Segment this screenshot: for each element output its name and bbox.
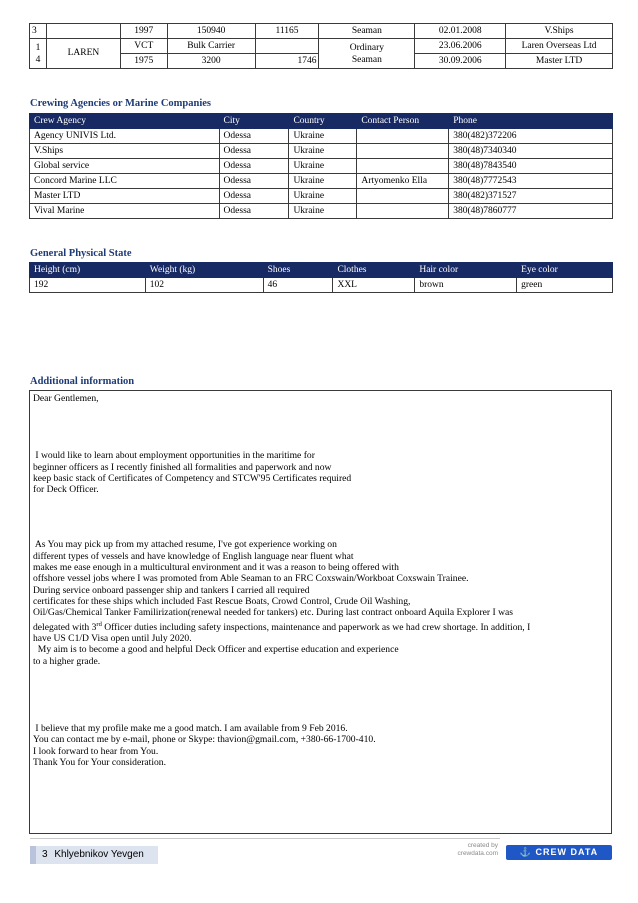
table-cell: 1746 (255, 54, 319, 69)
sea-service-table (29, 23, 613, 69)
table-cell: Vival Marine (30, 204, 220, 219)
table-cell (357, 189, 449, 204)
additional-info-box (29, 390, 612, 834)
table-cell: Agency UNIVIS Ltd. (30, 129, 220, 144)
anchor-icon: ⚓ (519, 847, 536, 857)
paragraph-line: My aim is to become a good and helpful Deck Officer and expertise education and experience (33, 644, 399, 656)
table-cell: green (517, 278, 613, 293)
table-cell: Odessa (219, 129, 289, 144)
text-segment: Officer duties including safety inspections, maintenance and paperwork as we had crew shortage. In addition, I (101, 621, 531, 633)
greeting: Dear Gentlemen, (33, 393, 99, 404)
table-cell: Ukraine (289, 189, 357, 204)
table-cell: Ukraine (289, 129, 357, 144)
text-segment: delegated with 3 (33, 621, 97, 633)
table-cell: 11165 (255, 24, 319, 39)
column-header: City (219, 114, 289, 129)
site-label: crewdata.com (457, 850, 498, 857)
page-number: 3 (42, 849, 48, 860)
table-cell (357, 204, 449, 219)
column-header: Crew Agency (30, 114, 220, 129)
column-header: Height (cm) (30, 263, 146, 278)
physical-table (29, 262, 613, 293)
paragraph-line: beginner officers as I recently finished all formalities and paperwork and now (33, 461, 332, 473)
table-cell: brown (415, 278, 517, 293)
table-cell: 380(48)7860777 (449, 204, 613, 219)
column-header: Shoes (263, 263, 333, 278)
paragraph-line: I look forward to hear from You. (33, 745, 159, 757)
table-header-row (30, 263, 613, 278)
table-row (30, 204, 613, 219)
seafarer-name: Khlyebnikov Yevgen (54, 849, 144, 860)
table-cell: Laren Overseas Ltd (506, 39, 613, 54)
paragraph-line: Thank You for Your consideration. (33, 756, 166, 768)
paragraph-line: have US C1/D Visa open until July 2020. (33, 633, 192, 645)
table-cell (46, 24, 120, 39)
paragraph-line: keep basic stack of Certificates of Competency and STCW'95 Certificates required (33, 472, 352, 484)
column-header: Clothes (333, 263, 415, 278)
rank-cell (319, 39, 415, 69)
table-row (30, 144, 613, 159)
superscript: rd (96, 620, 102, 628)
table-cell: Odessa (219, 174, 289, 189)
agencies-table (29, 113, 613, 219)
column-header: Phone (449, 114, 613, 129)
paragraph-line: certificates for these ships which included Fast Rescue Boats, Crowd Control, Crude Oil Washing, (33, 595, 411, 607)
table-header-row (30, 114, 613, 129)
table-cell: 1997 (120, 24, 167, 39)
table-cell: 1975 (120, 54, 167, 69)
row-number-bottom: 4 (35, 54, 41, 65)
paragraph-line: As You may pick up from my attached resume, I've got experience working on (33, 539, 337, 551)
table-row (30, 278, 613, 293)
table-cell: 46 (263, 278, 333, 293)
paragraph-line: for Deck Officer. (33, 484, 99, 496)
table-cell: 192 (30, 278, 146, 293)
table-row (30, 159, 613, 174)
agencies-title: Crewing Agencies or Marine Companies (30, 98, 212, 109)
table-cell (30, 39, 47, 69)
table-cell: 102 (145, 278, 263, 293)
paragraph-line: offshore vessel jobs where I was promoted from Able Seaman to an FRC Coxswain/Workboat Coxswain Trainee. (33, 573, 469, 585)
table-cell: Odessa (219, 159, 289, 174)
table-cell: 380(482)372206 (449, 129, 613, 144)
paragraph-line: During service onboard passenger ship and tankers I carried all required (33, 584, 310, 596)
paragraph-line (33, 619, 608, 633)
rank-line2: Seaman (351, 54, 382, 65)
table-cell: V.Ships (506, 24, 613, 39)
rank-line1: Ordinary (349, 42, 385, 53)
paragraph-line: different types of vessels and have knowledge of English language near fluent what (33, 550, 354, 562)
table-cell: Odessa (219, 144, 289, 159)
table-cell: 380(48)7340340 (449, 144, 613, 159)
logo-text: CREW DATA (535, 847, 599, 857)
table-cell (357, 159, 449, 174)
paragraph-line: Oil/Gas/Chemical Tanker Familirization(renewal needed for tankers) etc. During last contract onboard Aquila Explorer I was (33, 607, 514, 619)
table-cell: 380(48)7843540 (449, 159, 613, 174)
table-row (30, 24, 613, 39)
table-cell: Artyomenko Ella (357, 174, 449, 189)
table-cell: Ukraine (289, 174, 357, 189)
table-cell: 30.09.2006 (415, 54, 506, 69)
table-cell: Odessa (219, 204, 289, 219)
table-cell: Bulk Carrier (167, 39, 255, 54)
column-header: Country (289, 114, 357, 129)
footer-page-label (30, 846, 158, 864)
paragraph-line: makes me ease enough in a multicultural environment and it was a reason to being offered with (33, 562, 399, 574)
physical-title: General Physical State (30, 248, 132, 259)
crewdata-logo (506, 845, 612, 860)
table-row (30, 129, 613, 144)
table-cell: 23.06.2006 (415, 39, 506, 54)
table-cell (255, 39, 319, 54)
table-cell: Odessa (219, 189, 289, 204)
row-number-top: 1 (35, 42, 41, 53)
table-cell (357, 144, 449, 159)
paragraph-line: I would like to learn about employment opportunities in the maritime for (33, 450, 315, 462)
column-header: Weight (kg) (145, 263, 263, 278)
vessel-name-cell: LAREN (46, 39, 120, 69)
table-cell: 380(482)371527 (449, 189, 613, 204)
table-cell: V.Ships (30, 144, 220, 159)
table-cell: Ukraine (289, 204, 357, 219)
created-by-note (446, 842, 498, 858)
column-header: Contact Person (357, 114, 449, 129)
table-cell: Master LTD (506, 54, 613, 69)
table-cell: Global service (30, 159, 220, 174)
paragraph-line: I believe that my profile make me a good match. I am available from 9 Feb 2016. (33, 722, 348, 734)
table-cell: VCT (120, 39, 167, 54)
created-by-label: created by (467, 842, 498, 849)
table-cell: Seaman (319, 24, 415, 39)
table-cell: 3 (30, 24, 47, 39)
table-row (30, 39, 613, 54)
column-header: Hair color (415, 263, 517, 278)
table-cell: Concord Marine LLC (30, 174, 220, 189)
table-cell (357, 129, 449, 144)
table-cell: 380(48)7772543 (449, 174, 613, 189)
footer-divider (30, 838, 500, 839)
paragraph-line: to a higher grade. (33, 655, 101, 667)
table-cell: 3200 (167, 54, 255, 69)
column-header: Eye color (517, 263, 613, 278)
table-row (30, 174, 613, 189)
table-cell: 150940 (167, 24, 255, 39)
table-cell: 02.01.2008 (415, 24, 506, 39)
additional-title: Additional information (30, 376, 135, 387)
table-cell: Ukraine (289, 159, 357, 174)
table-cell: Master LTD (30, 189, 220, 204)
table-cell: XXL (333, 278, 415, 293)
table-row (30, 189, 613, 204)
table-cell: Ukraine (289, 144, 357, 159)
paragraph-line: You can contact me by e-mail, phone or Skype: thavion@gmail.com, +380-66-1700-410. (33, 734, 376, 746)
